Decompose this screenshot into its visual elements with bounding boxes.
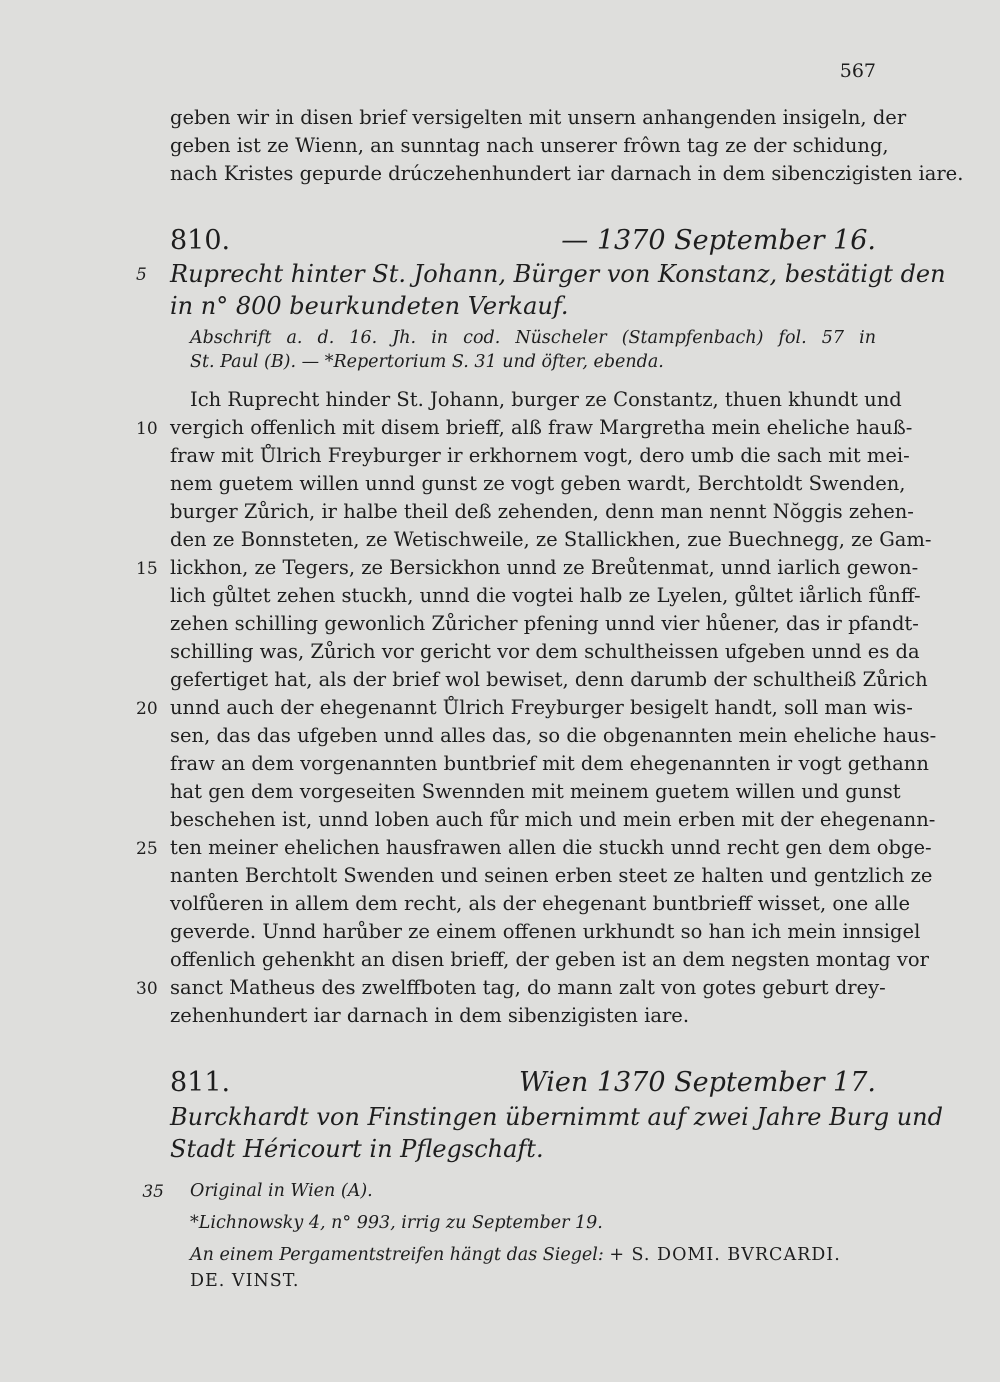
text-line: gefertiget hat, als der brief wol bewiset, denn darumb der schultheiß Zůrich: [170, 668, 928, 691]
text-line: [136, 834, 932, 862]
seal-description: [190, 1243, 876, 1267]
text-line: fraw an dem vorgenannten buntbrief mit dem ehegenannten ir vogt gethann: [170, 752, 929, 775]
line-number: 5: [136, 265, 147, 285]
text-line-content: sanct Matheus des zwelffboten tag, do mann zalt von gotes geburt drey-: [170, 976, 886, 999]
text-line-content: lickhon, ze Tegers, ze Bersickhon unnd ze Breůtenmat, unnd iarlich gewon-: [170, 556, 919, 579]
text-line: [136, 694, 913, 722]
text-line: lich gůltet zehen stuckh, unnd die vogtei halb ze Lyelen, gůltet iårlich fůnff-: [170, 584, 921, 607]
text-line-content: unnd auch der ehegenannt Ůlrich Freyburger besigelt handt, soll man wis-: [170, 696, 913, 719]
line-number: 20: [136, 699, 158, 719]
seal-prefix: An einem Pergamentstreifen hängt das Siegel:: [190, 1245, 610, 1265]
source-text: Original in Wien (A).: [190, 1181, 373, 1201]
page-number: 567: [839, 60, 876, 82]
text-line: nem guetem willen unnd gunst ze vogt geben wardt, Berchtoldt Swenden,: [170, 472, 906, 495]
text-line: beschehen ist, unnd loben auch fůr mich und mein erben mit der ehegenann-: [170, 808, 936, 831]
intro-line: geben wir in disen brief versigelten mit unsern anhangenden insigeln, der: [170, 106, 907, 129]
entry-summary-text: Ruprecht hinter St. Johann, Bürger von Konstanz, bestätigt den: [170, 260, 946, 288]
text-line: offenlich gehenkht an disen brieff, der geben ist an dem negsten montag vor: [170, 948, 929, 971]
entry-summary-line: Burckhardt von Finstingen übernimmt auf zwei Jahre Burg und: [170, 1103, 943, 1131]
line-number: 15: [136, 559, 158, 579]
entry-summary-line: Stadt Héricourt in Pflegschaft.: [170, 1135, 544, 1163]
entry-number: 811.: [170, 1067, 231, 1098]
text-line-content: vergich offenlich mit disem brieff, alß fraw Margretha mein eheliche hauß-: [170, 416, 913, 439]
line-number: 10: [136, 419, 158, 439]
seal-description-cont: [190, 1269, 876, 1293]
source-line: *Lichnowsky 4, n° 993, irrig zu September 19.: [190, 1213, 603, 1233]
entry-number: 810.: [170, 225, 231, 256]
text-line: zehen schilling gewonlich Zůricher pfening unnd vier hůener, das ir pfandt-: [170, 612, 919, 635]
text-line: [136, 414, 913, 442]
text-line: burger Zůrich, ir halbe theil deß zehenden, denn man nennt Nŏggis zehen-: [170, 500, 914, 523]
seal-legend: + S. DOMI. BVRCARDI.: [609, 1245, 841, 1265]
entry-date: Wien 1370 September 17.: [518, 1067, 876, 1098]
intro-line: geben ist ze Wienn, an sunntag nach unserer frôwn tag ze der schidung,: [170, 134, 889, 157]
entry-summary-line: [136, 258, 946, 290]
line-number: 35: [142, 1182, 164, 1202]
source-line: [142, 1179, 876, 1203]
entry-date: — 1370 September 16.: [561, 225, 876, 256]
seal-legend-cont: DE. VINST.: [190, 1271, 300, 1291]
entry-811-heading: [170, 1066, 876, 1100]
entry-summary-line: in n° 800 beurkundeten Verkauf.: [170, 292, 569, 320]
text-line: [136, 974, 886, 1002]
text-line-content: ten meiner ehelichen hausfrawen allen die stuckh unnd recht gen dem obge-: [170, 836, 932, 859]
line-number: 25: [136, 839, 158, 859]
text-line: geverde. Unnd harůber ze einem offenen urkhundt so han ich mein innsigel: [170, 920, 921, 943]
text-line: nanten Berchtolt Swenden und seinen erben steet ze halten und gentzlich ze: [170, 864, 933, 887]
line-number: 30: [136, 979, 158, 999]
entry-810-heading: [170, 224, 876, 258]
text-line: hat gen dem vorgeseiten Swennden mit meinem guetem willen und gunst: [170, 780, 901, 803]
text-line: Ich Ruprecht hinder St. Johann, burger ze Constantz, thuen khundt und: [190, 388, 902, 411]
source-line: Abschrift a. d. 16. Jh. in cod. Nüscheler (Stampfenbach) fol. 57 in: [190, 328, 876, 348]
intro-line: nach Kristes gepurde drúczehenhundert iar darnach in dem sibenczigisten iare.: [170, 162, 964, 185]
text-line: [136, 554, 919, 582]
text-line: sen, das das ufgeben unnd alles das, so die obgenannten mein eheliche haus-: [170, 724, 937, 747]
text-line: schilling was, Zůrich vor gericht vor dem schultheissen ufgeben unnd es da: [170, 640, 920, 663]
text-line: volfůeren in allem dem recht, als der ehegenant buntbrieff wisset, one alle: [170, 892, 911, 915]
text-line: den ze Bonnsteten, ze Wetischweile, ze Stallickhen, zue Buechnegg, ze Gam-: [170, 528, 932, 551]
text-line: zehenhundert iar darnach in dem sibenzigisten iare.: [170, 1004, 690, 1027]
source-line: St. Paul (B). — *Repertorium S. 31 und öfter, ebenda.: [190, 352, 664, 372]
text-line: fraw mit Ůlrich Freyburger ir erkhornem vogt, dero umb die sach mit mei-: [170, 444, 910, 467]
